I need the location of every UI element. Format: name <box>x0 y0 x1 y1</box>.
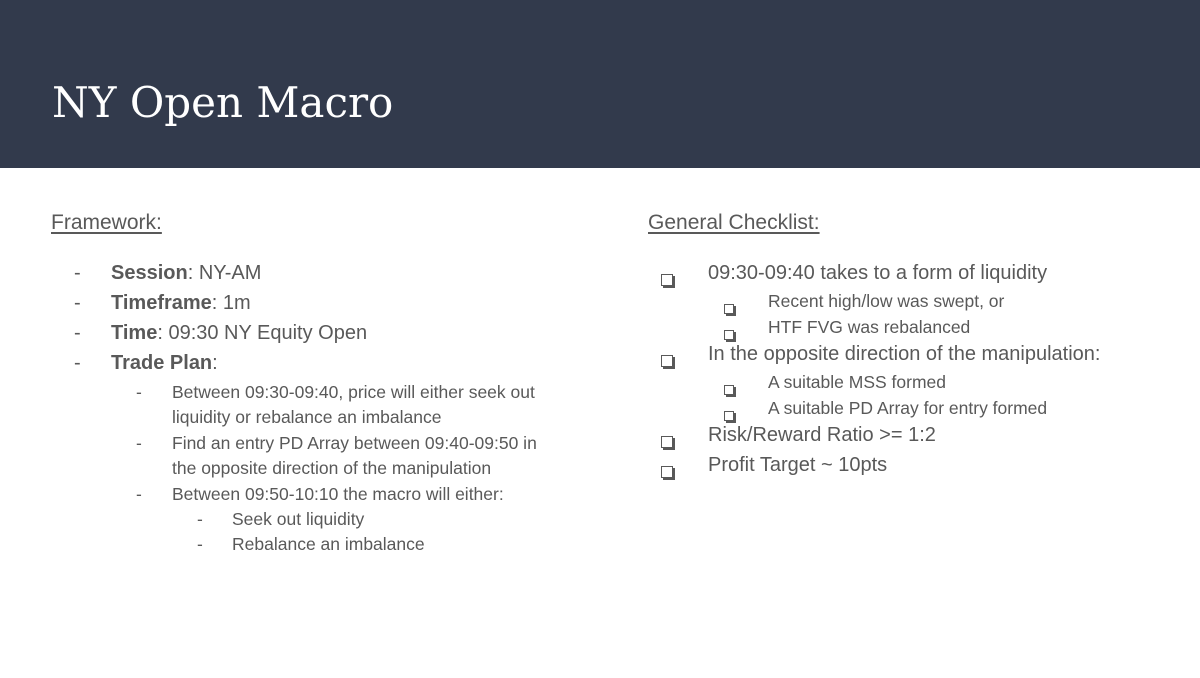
item-label: Timeframe <box>111 292 212 314</box>
dash-bullet: - <box>74 352 81 374</box>
macro-outcome-text: Rebalance an imbalance <box>232 534 425 554</box>
checklist-subitem-text: A suitable PD Array for entry formed <box>768 398 1048 418</box>
dash-bullet: - <box>74 322 81 344</box>
item-value: : 09:30 NY Equity Open <box>157 322 368 344</box>
item-value: : 1m <box>211 292 251 314</box>
slide-title: NY Open Macro <box>52 78 394 127</box>
title-bar <box>0 0 1200 168</box>
checkbox-icon <box>661 429 673 455</box>
checklist-item-text: In the opposite direction of the manipulation: <box>708 343 1101 365</box>
checklist-subitem-text: Recent high/low was swept, or <box>768 291 1005 311</box>
plan-step-text: Between 09:30-09:40, price will either seek out <box>172 382 535 402</box>
item-label: Session <box>111 262 188 284</box>
checkbox-icon <box>661 459 673 485</box>
dash-bullet: - <box>197 509 203 529</box>
item-label: Trade Plan <box>111 352 213 374</box>
checklist-subitem-text: A suitable MSS formed <box>768 372 946 392</box>
dash-bullet: - <box>74 292 81 314</box>
dash-bullet: - <box>136 382 142 402</box>
plan-step-text: the opposite direction of the manipulation <box>172 458 492 478</box>
macro-outcome-text: Seek out liquidity <box>232 509 365 529</box>
plan-step-text: Between 09:50-10:10 the macro will either: <box>172 484 504 504</box>
checklist-heading: General Checklist: <box>648 211 820 234</box>
checklist-subitem-text: HTF FVG was rebalanced <box>768 317 971 337</box>
dash-bullet: - <box>136 433 142 453</box>
item-value: : NY-AM <box>187 262 262 284</box>
checklist-item-text: Profit Target ~ 10pts <box>708 454 888 476</box>
checkbox-icon <box>661 348 673 374</box>
plan-step-text: Find an entry PD Array between 09:40-09:50 in <box>172 433 537 453</box>
framework-heading: Framework: <box>51 211 162 234</box>
checkbox-icon <box>724 296 734 320</box>
checklist-item-text: 09:30-09:40 takes to a form of liquidity <box>708 262 1048 284</box>
checklist-item-text: Risk/Reward Ratio >= 1:2 <box>708 424 936 446</box>
plan-step-text: liquidity or rebalance an imbalance <box>172 407 442 427</box>
dash-bullet: - <box>74 262 81 284</box>
dash-bullet: - <box>197 534 203 554</box>
checkbox-icon <box>661 267 673 293</box>
dash-bullet: - <box>136 484 142 504</box>
item-value: : <box>212 352 218 374</box>
checkbox-icon <box>724 377 734 401</box>
item-label: Time <box>111 322 158 344</box>
